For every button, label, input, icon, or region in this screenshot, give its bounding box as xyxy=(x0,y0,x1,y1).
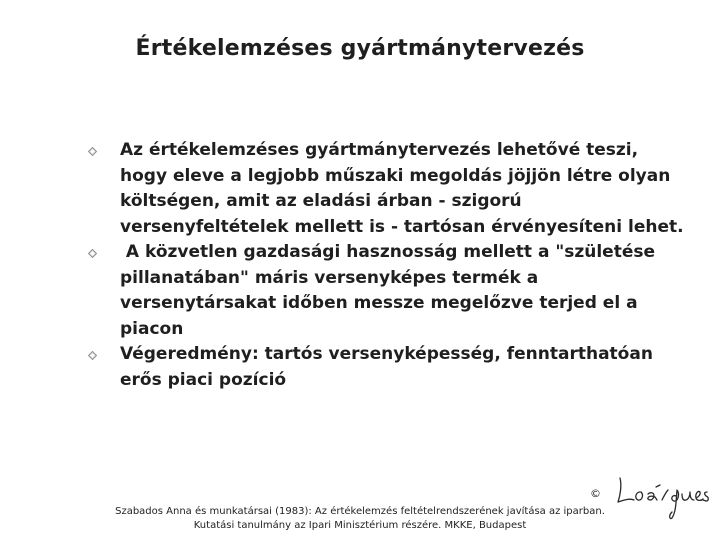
footnote-line-2: Kutatási tanulmány az Ipari Minisztérium részére. MKKE, Budapest xyxy=(193,519,527,531)
copyright-symbol: © xyxy=(590,487,601,500)
bullet-text: Az értékelemzéses gyártmánytervezés lehetővé teszi, hogy eleve a legjobb műszaki megoldás jöjjön létre olyan költségen, amit az eladási árban - szigorú versenyfeltételek mellett is - tartósan érvényesíteni lehet. xyxy=(120,140,684,237)
bullet-text: Végeredmény: tartós versenyképesség, fenntarthatóan erős piaci pozíció xyxy=(120,344,653,390)
footnote-line-1: Szabados Anna és munkatársai (1983): Az értékelemzés feltételrendszerének javítása az iparban. xyxy=(115,506,605,517)
bullet-list xyxy=(88,138,688,393)
bullet-item xyxy=(88,342,688,393)
footnote xyxy=(90,505,630,532)
bullet-item xyxy=(88,240,688,342)
diamond-bullet-icon xyxy=(88,351,97,360)
diamond-bullet-icon xyxy=(88,249,97,258)
bullet-item xyxy=(88,138,688,240)
slide-title: Értékelemzéses gyártmánytervezés xyxy=(135,36,585,61)
diamond-bullet-icon xyxy=(88,147,97,156)
bullet-text: A közvetlen gazdasági hasznosság mellett a "születése pillanatában" máris versenyképes termék a versenytársakat időben messze megelőzve terjed el a piacon xyxy=(120,242,661,339)
